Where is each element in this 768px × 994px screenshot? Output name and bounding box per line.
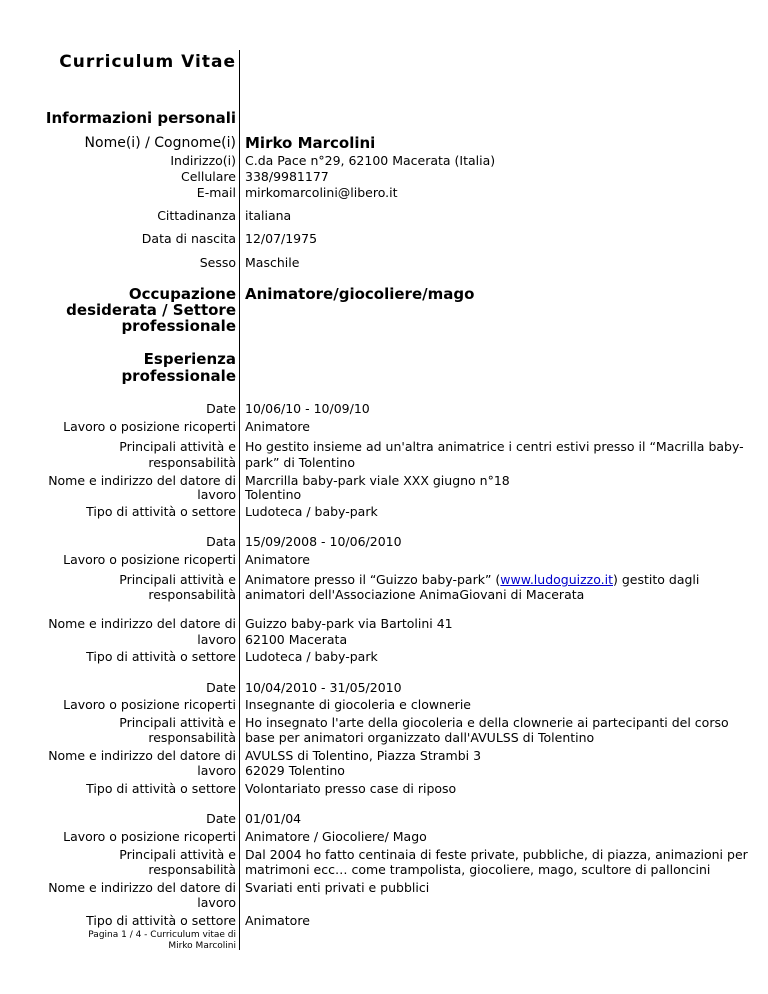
employer-label-2: lavoro: [197, 632, 236, 647]
section-heading-experience-2: professionale: [121, 367, 236, 385]
activities-label-1: Principali attività e: [119, 439, 236, 454]
job-activities-2: base per animatori organizzato dall'AVULSS di Tolentino: [245, 730, 595, 745]
job-employer-2: Tolentino: [245, 487, 302, 502]
footer-page-line-1: Pagina 1 / 4 - Curriculum vitae di: [88, 930, 236, 940]
job-position: Animatore / Giocoliere/ Mago: [245, 829, 427, 844]
address-label: Indirizzo(i): [170, 153, 236, 168]
activities-label-2: responsabilità: [148, 730, 236, 745]
occupation-label-line-2: desiderata / Settore: [66, 301, 236, 319]
job-position: Insegnante di giocoleria e clownerie: [245, 697, 471, 712]
employer-label-2: lavoro: [197, 487, 236, 502]
activities-label-2: responsabilità: [148, 587, 236, 602]
activities-text-pre: Animatore presso il “Guizzo baby-park” (: [245, 572, 501, 587]
date-label: Date: [206, 811, 236, 826]
job-sector: Ludoteca / baby-park: [245, 649, 378, 664]
job-date: 10/04/2010 - 31/05/2010: [245, 680, 402, 695]
occupation-label-line-3: professionale: [121, 317, 236, 335]
mobile-label: Cellulare: [181, 169, 236, 184]
job-employer-1: Marcrilla baby-park viale XXX giugno n°18: [245, 473, 510, 488]
position-label: Lavoro o posizione ricoperti: [63, 552, 236, 567]
employer-label-2: lavoro: [197, 895, 236, 910]
activities-label-1: Principali attività e: [119, 715, 236, 730]
job-employer-1: Svariati enti privati e pubblici: [245, 880, 430, 895]
date-label: Data: [206, 534, 236, 549]
job-sector: Ludoteca / baby-park: [245, 504, 378, 519]
job-activities-1: [245, 572, 699, 588]
employer-label-1: Nome e indirizzo del datore di: [48, 616, 236, 631]
citizenship-value: italiana: [245, 208, 292, 223]
activities-text-post: ) gestito dagli: [613, 572, 700, 587]
column-divider: [239, 50, 240, 950]
date-label: Date: [206, 680, 236, 695]
job-activities-1: Dal 2004 ho fatto centinaia di feste private, pubbliche, di piazza, animazioni per: [245, 847, 748, 862]
name-label: Nome(i) / Cognome(i): [84, 135, 236, 151]
website-link[interactable]: www.ludoguizzo.it: [500, 572, 613, 587]
document-title: Curriculum Vitae: [59, 52, 236, 72]
sector-label: Tipo di attività o settore: [86, 781, 236, 796]
sex-label: Sesso: [199, 255, 236, 270]
job-employer-2: 62029 Tolentino: [245, 763, 345, 778]
job-activities-2: matrimoni ecc… come trampolista, giocoliere, mago, scultore di palloncini: [245, 862, 711, 877]
section-heading-personal: Informazioni personali: [45, 109, 236, 127]
position-label: Lavoro o posizione ricoperti: [63, 419, 236, 434]
citizenship-label: Cittadinanza: [157, 208, 236, 223]
job-activities-2: park” di Tolentino: [245, 455, 355, 470]
sector-label: Tipo di attività o settore: [86, 913, 236, 928]
occupation-label-line-1: Occupazione: [128, 285, 236, 303]
sector-label: Tipo di attività o settore: [86, 649, 236, 664]
employer-label-1: Nome e indirizzo del datore di: [48, 748, 236, 763]
birthdate-label: Data di nascita: [141, 231, 236, 246]
job-date: 01/01/04: [245, 811, 302, 826]
job-employer-2: 62100 Macerata: [245, 632, 348, 647]
employer-label-1: Nome e indirizzo del datore di: [48, 880, 236, 895]
job-employer-1: AVULSS di Tolentino, Piazza Strambi 3: [245, 748, 482, 763]
address-value: C.da Pace n°29, 62100 Macerata (Italia): [245, 153, 496, 168]
activities-label-1: Principali attività e: [119, 572, 236, 587]
job-activities-1: Ho gestito insieme ad un'altra animatrice i centri estivi presso il “Macrilla baby-: [245, 439, 744, 454]
job-position: Animatore: [245, 552, 310, 567]
job-date: 10/06/10 - 10/09/10: [245, 401, 370, 416]
mobile-value: 338/9981177: [245, 169, 329, 184]
email-label: E-mail: [196, 185, 236, 200]
employer-label-2: lavoro: [197, 763, 236, 778]
job-position: Animatore: [245, 419, 310, 434]
activities-label-1: Principali attività e: [119, 847, 236, 862]
employer-label-1: Nome e indirizzo del datore di: [48, 473, 236, 488]
position-label: Lavoro o posizione ricoperti: [63, 697, 236, 712]
activities-label-2: responsabilità: [148, 862, 236, 877]
date-label: Date: [206, 401, 236, 416]
position-label: Lavoro o posizione ricoperti: [63, 829, 236, 844]
section-heading-experience-1: Esperienza: [143, 350, 236, 368]
job-employer-1: Guizzo baby-park via Bartolini 41: [245, 616, 453, 631]
sector-label: Tipo di attività o settore: [86, 504, 236, 519]
job-sector: Animatore: [245, 913, 310, 928]
job-activities-1: Ho insegnato l'arte della giocoleria e della clownerie ai partecipanti del corso: [245, 715, 729, 730]
job-date: 15/09/2008 - 10/06/2010: [245, 534, 402, 549]
footer-page-line-2: Mirko Marcolini: [168, 941, 236, 951]
sex-value: Maschile: [245, 255, 300, 270]
job-sector: Volontariato presso case di riposo: [245, 781, 457, 796]
occupation-value: Animatore/giocoliere/mago: [245, 285, 475, 303]
activities-label-2: responsabilità: [148, 455, 236, 470]
email-value: mirkomarcolini@libero.it: [245, 185, 398, 200]
full-name: Mirko Marcolini: [245, 134, 376, 152]
job-activities-2: animatori dell'Associazione AnimaGiovani di Macerata: [245, 587, 585, 602]
birthdate-value: 12/07/1975: [245, 231, 318, 246]
